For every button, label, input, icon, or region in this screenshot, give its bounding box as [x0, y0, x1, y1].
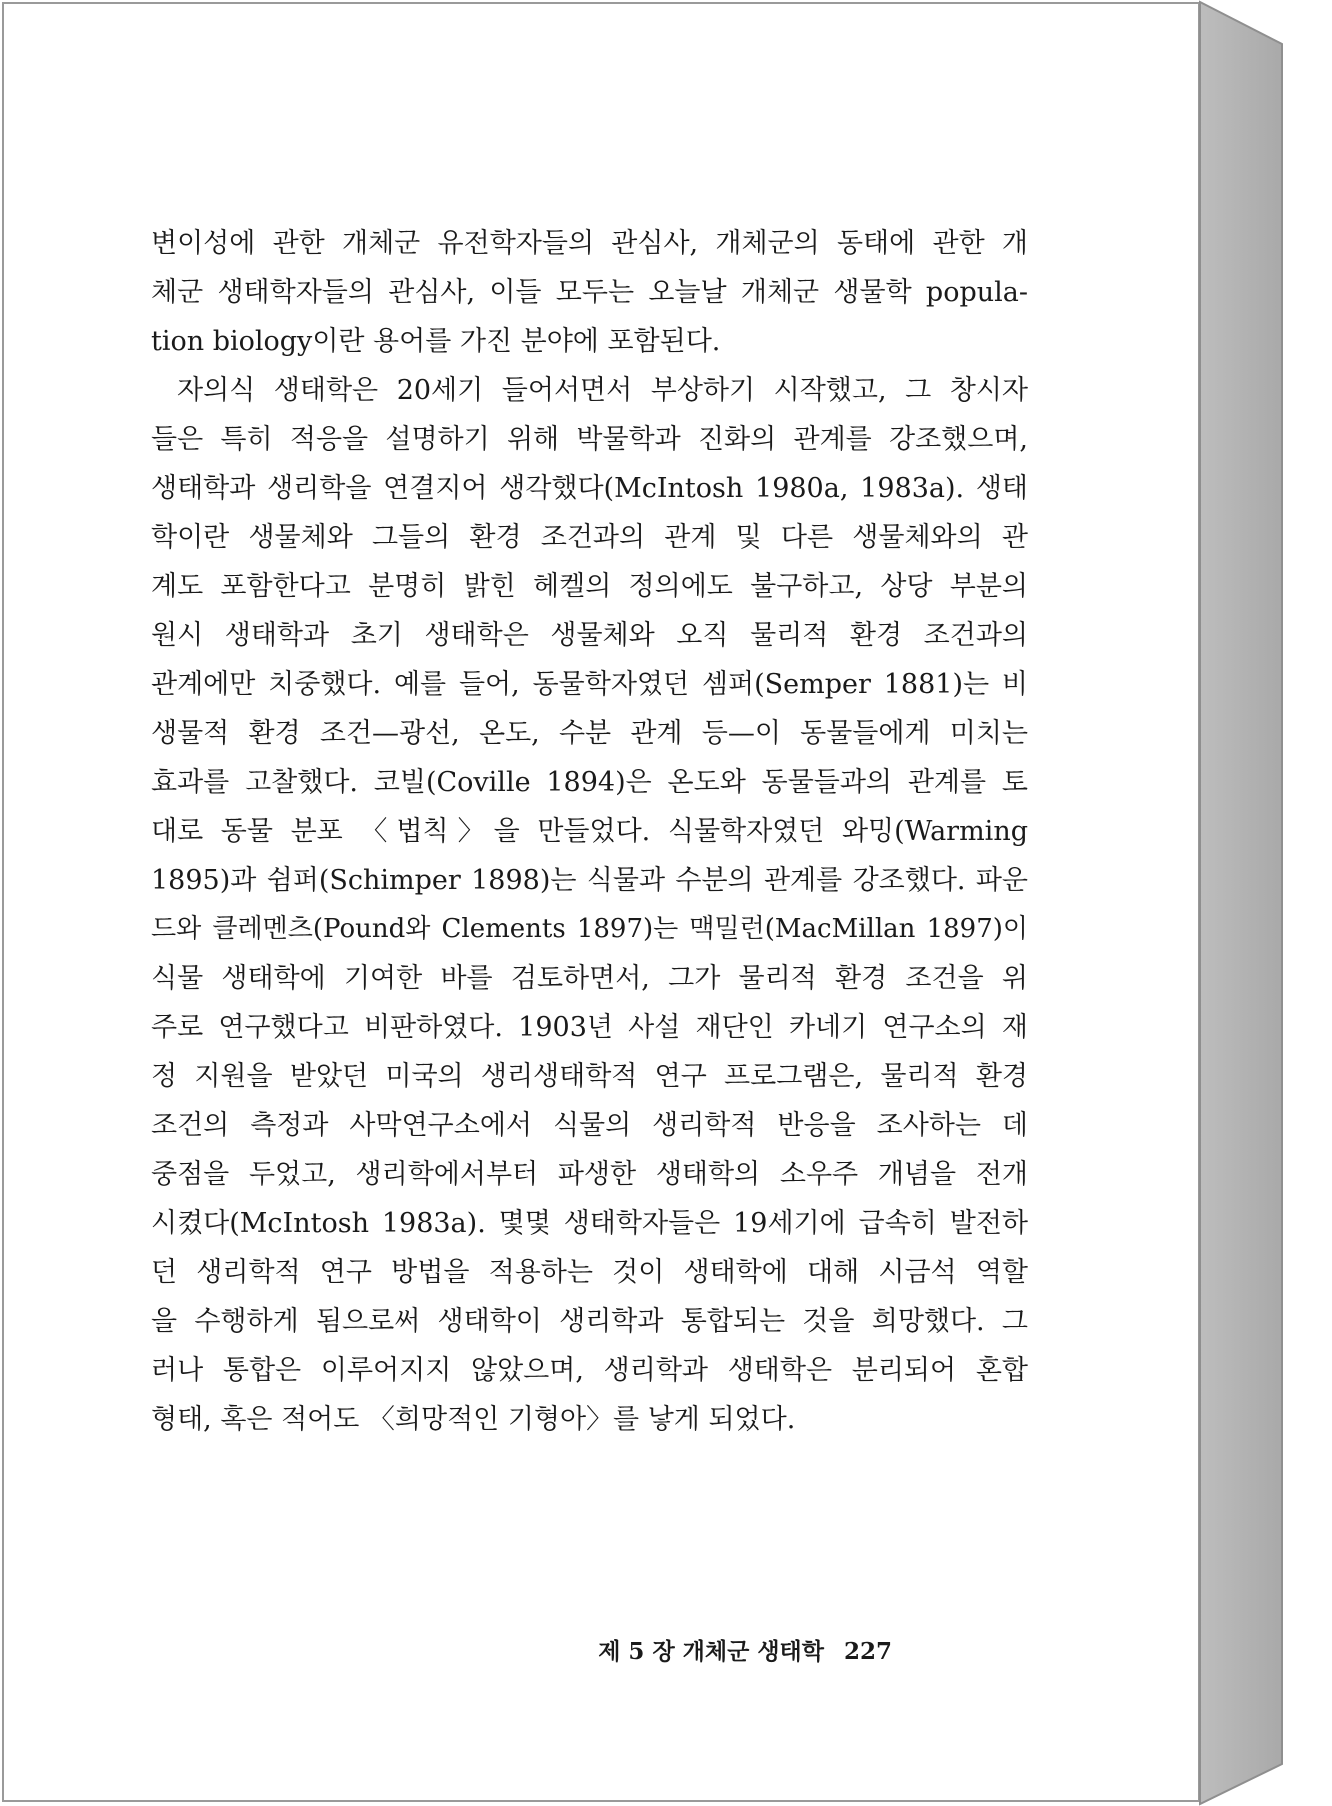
text-line: 러나 통합은 이루어지지 않았으며, 생리학과 생태학은 분리되어 혼합 [151, 1355, 1028, 1386]
text-line: 계도 포함한다고 분명히 밝힌 헤켈의 정의에도 불구하고, 상당 부분의 [151, 571, 1028, 602]
text-line: 시켰다(McIntosh 1983a). 몇몇 생태학자들은 19세기에 급속히 발전하 [151, 1208, 1028, 1239]
text-line: 변이성에 관한 개체군 유전학자들의 관심사, 개체군의 동태에 관한 개 [151, 228, 1028, 259]
chapter-title: 제 5 장 개체군 생태학 [598, 1638, 824, 1665]
text-line: 중점을 두었고, 생리학에서부터 파생한 생태학의 소우주 개념을 전개 [151, 1159, 1028, 1190]
text-line: 자의식 생태학은 20세기 들어서면서 부상하기 시작했고, 그 창시자 [177, 375, 1028, 406]
text-line: 원시 생태학과 초기 생태학은 생물체와 오직 물리적 환경 조건과의 [151, 620, 1028, 651]
text-line: 조건의 측정과 사막연구소에서 식물의 생리학적 반응을 조사하는 데 [151, 1110, 1028, 1141]
book-edge-shade [1200, 2, 1282, 1804]
text-line: 을 수행하게 됨으로써 생태학이 생리학과 통합되는 것을 희망했다. 그 [151, 1306, 1028, 1337]
text-line: tion biology이란 용어를 가진 분야에 포함된다. [151, 326, 721, 357]
text-line: 정 지원을 받았던 미국의 생리생태학적 연구 프로그램은, 물리적 환경 [151, 1061, 1028, 1092]
text-line: 체군 생태학자들의 관심사, 이들 모두는 오늘날 개체군 생물학 popula- [151, 277, 1028, 308]
page-number: 227 [843, 1638, 892, 1665]
text-line: 효과를 고찰했다. 코빌(Coville 1894)은 온도와 동물들과의 관계를 토 [151, 767, 1028, 798]
text-line: 들은 특히 적응을 설명하기 위해 박물학과 진화의 관계를 강조했으며, [151, 424, 1028, 455]
text-line: 생물적 환경 조건—광선, 온도, 수분 관계 등—이 동물들에게 미치는 [151, 718, 1028, 749]
text-line: 던 생리학적 연구 방법을 적용하는 것이 생태학에 대해 시금석 역할 [151, 1257, 1028, 1288]
text-line: 드와 클레멘츠(Pound와 Clements 1897)는 맥밀런(MacMillan 1897)이 [151, 914, 1028, 944]
text-line: 생태학과 생리학을 연결지어 생각했다(McIntosh 1980a, 1983a). 생태 [151, 473, 1028, 504]
text-line: 학이란 생물체와 그들의 환경 조건과의 관계 및 다른 생물체와의 관 [151, 522, 1028, 553]
text-line: 1895)과 쉼퍼(Schimper 1898)는 식물과 수분의 관계를 강조했다. 파운 [151, 865, 1028, 896]
text-line: 형태, 혹은 적어도 〈희망적인 기형아〉를 낳게 되었다. [151, 1404, 796, 1435]
text-line: 식물 생태학에 기여한 바를 검토하면서, 그가 물리적 환경 조건을 위 [151, 963, 1028, 994]
text-line: 주로 연구했다고 비판하였다. 1903년 사설 재단인 카네기 연구소의 재 [151, 1012, 1028, 1043]
text-line: 관계에만 치중했다. 예를 들어, 동물학자였던 셈퍼(Semper 1881)는 비 [151, 669, 1028, 700]
text-line: 대로 동물 분포 〈법칙〉을 만들었다. 식물학자였던 와밍(Warming [151, 816, 1028, 847]
